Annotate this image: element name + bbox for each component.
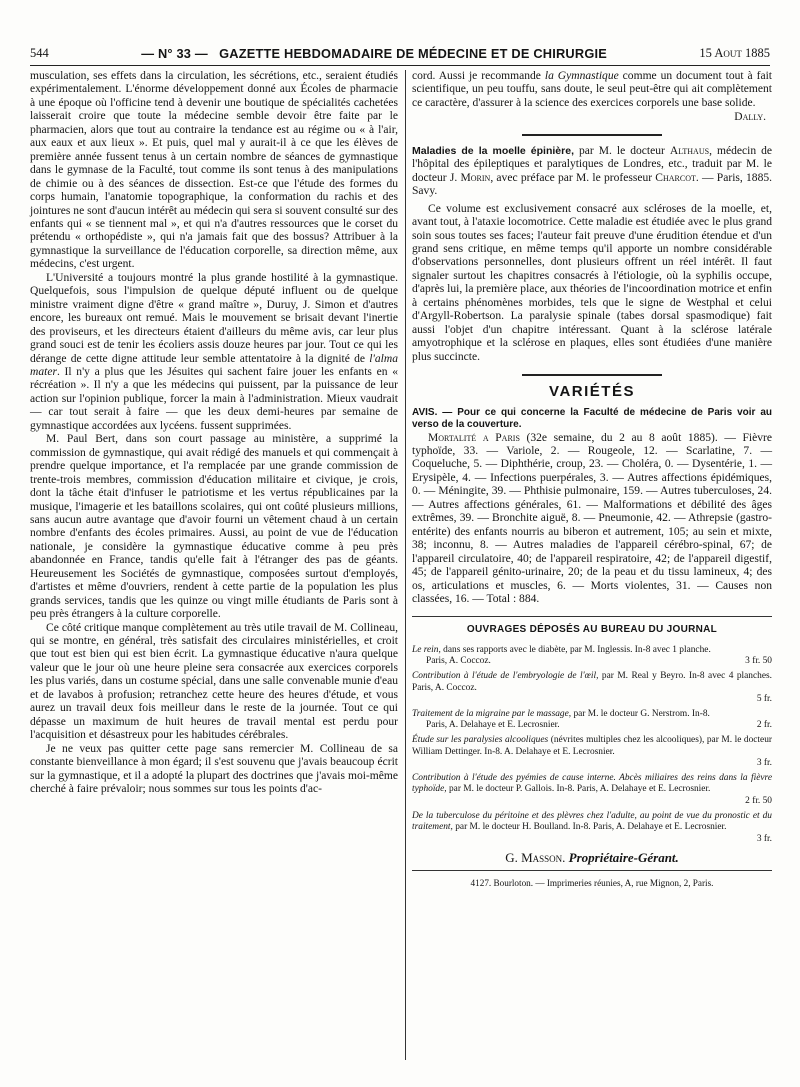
printer-imprint: 4127. Bourloton. — Imprimeries réunies, A, rue Mignon, 2, Paris. <box>470 877 714 888</box>
ouvrage-text: par M. le docteur P. Gallois. In-8. Paris, A. Delahaye et E. Lecrosnier. <box>446 784 711 795</box>
review-translator: Morin <box>460 171 491 184</box>
list-item <box>412 773 772 808</box>
ouvrage-text: par M. le docteur H. Boulland. In-8. Paris, A. Delahaye et E. Lecrosnier. <box>452 822 727 833</box>
ouvrage-price: 3 fr. <box>756 758 772 769</box>
ouvrage-title: Contribution à l'étude de l'embryologie de l'œil, <box>412 671 599 682</box>
avis-notice <box>412 407 772 432</box>
mortality-text: (32e semaine, du 2 au 8 août 1885). — Fièvre typhoïde, 33. — Variole, 2. — Rougeole, 12. — Scarlatine, 7. — Coqueluche, 5. — Diphthérie, croup, 23. — Choléra, 0. — Dysentérie, 1. — Erysipèle, 4. — Infections puerpérales, 3. — Autres affections épidémiques, 0. — Méningite, 39. — Phthisie pulmonaire, 159. — Autres tuberculoses, 24. — Autres affections générales, 61. — Malformations et débilité des âges extrêmes, 39. — Bronchite aiguë, 8. — Pneumonie, 42. — Athrepsie (gastro-entérite) des enfants nourris au biberon et autrement, 105; au sein et mixte, 38; inconnu, 8. — Autres maladies de l'appareil cérébro-spinal, 67; de l'appareil circulatoire, 40; de l'appareil respiratoire, 42; de l'appareil digestif, 45; de l'appareil génito-urinaire, 20; de la peau et du tissu lamineux, 4; des os, articulations et muscles, 6. — Morts violentes, 31. — Causes non classées, 16. — Total : 884. <box>412 431 772 605</box>
ouvrage-publisher: Paris, A. Coccoz. <box>426 656 491 667</box>
issue-number: — N° 33 — <box>141 45 208 61</box>
ouvrage-text: dans ses rapports avec le diabète, par M. Inglessis. In-8 avec 1 planche. <box>440 644 711 655</box>
separator-rule <box>522 134 662 136</box>
right-paragraph-1 <box>412 70 772 110</box>
running-header <box>30 44 770 62</box>
ouvrage-title: Le rein, <box>412 644 441 655</box>
ouvrage-text: par M. le docteur G. Nerstrom. In-8. <box>571 708 710 719</box>
avis-text: — Pour ce qui concerne la Faculté de médecine de Paris voir au verso de la couverture. <box>412 406 772 431</box>
right-p1-italic: la Gymnastique <box>544 70 619 82</box>
review-preface-author: Charcot <box>655 171 696 184</box>
page-number: 544 <box>30 45 49 60</box>
mortality-report <box>412 432 772 607</box>
ouvrage-title: Étude sur les paralysies alcooliques <box>412 735 549 746</box>
left-paragraph-4: Ce côté critique manque complètement au très utile travail de M. Collineau, qui se montre, en général, très satisfait des circulaires ministérielles, et croit que tout est bien qui est bien écrit. La gymnastique éducative n'aura quelque valeur que le jour où une heure pleine sera consacrée aux exercices corporels les plus variés, dans un costume spécial, dans une salle convenable munie d'eau et de lavabos à profusion; retranchez cette heure des heures d'étude, et vous aurez un travail deux fois meilleur dans le reste de la journée. Tout ce qui dépasse un maximum de huit heures de travail mental est perdu pour l'acquisition et désastreux pour les habitudes cérébrales. <box>30 621 398 742</box>
review-book-title: Maladies de la moelle épinière, <box>412 144 574 157</box>
right-column <box>412 70 772 890</box>
issue-date: 15 Aout 1885 <box>699 45 770 60</box>
ouvrage-price: 3 fr. <box>756 833 772 844</box>
ouvrage-title: De la tuberculose du péritoine et des plèvres chez l'adulte, au point de vue du pronostic et du traitement, <box>412 810 772 833</box>
review-body: Ce volume est exclusivement consacré aux scléroses de la moelle, et, avant tout, à l'ataxie locomotrice. Cette maladie est étudiée avec le plus grand soin sous toutes ses faces; l'auteur fait preuve d'une érudition étendue et d'un grand sens critique, en même temps qu'il apporte un nombre considérable d'observations personnelles, dont plusieurs offrent un réel intérêt. Il faut signaler surtout les chapitres consacrés à l'étiologie, où la syphilis occupe, d'après lui, la première place, aux théories de l'incoordination motrice et enfin à certains phénomènes morbides, tels que le signe de Westphal et celui d'Argyll-Robertson. La paralysie spinale (tabes dorsal spasmodique) fait aussi l'objet d'un chapitre intéressant. Quant à la sclérose latérale amyotrophique et la sclérose en plaques, elles sont étudiées d'une manière plus succincte. <box>412 202 772 363</box>
publisher-role: Propriétaire-Gérant. <box>568 850 679 866</box>
ouvrage-price: 2 fr. <box>756 720 772 731</box>
review-reference <box>412 145 772 199</box>
left-paragraph-2 <box>30 272 398 433</box>
publisher-name: G. Masson. <box>505 850 566 866</box>
ouvrage-text: par M. Real y Beyro. In-8 avec 4 planches. Paris, A. Coccoz. <box>412 671 772 693</box>
left-p2-text-b: . Il n'y a plus que les Jésuites qui sachent faire jouer les enfants en « récréation ». Il n'y a que les médecins qui puissent, par la puissance de leur action sur l'opinion publique, forcer la main à l'administration. Mieux vaudrait — car tout serait à faire — que les deux demi-heures par semaine de gymnastique accordées aux lycéens. fussent supprimées. <box>30 365 398 432</box>
separator-rule-3 <box>412 616 772 617</box>
left-p2-text-a: L'Université a toujours montré la plus grande hostilité à la gymnastique. Quelquefois, sous l'impulsion de quelque député influent ou de quelque ministre vraiment digne d'être « grand maître », Duruy, J. Simon et d'autres encore, les bureaux ont remué. Mais le mouvement se brisait devant l'inertie des proviseurs, et les directeurs étaient d'ailleurs du même avis, car leur plus grand souci est de tenir les écoliers assis douze heures par jour. Tout ce qui les dérange de cette digne attitude leur semble attentatoire à la dignité de <box>30 271 398 365</box>
ouvrage-price: 2 fr. 50 <box>745 795 772 806</box>
left-paragraph-3: M. Paul Bert, dans son court passage au ministère, a supprimé la commission de gymnastique, qui avait rédigé des manuels et qui commençait à prendre quelque importance, et l'a remplacée par une grande commission de trente-trois membres, commission d'éducation militaire et civique, je crois, dont la tâche était d'infuser le patriotisme et les vertus républicaines par la musique, l'imagerie et les bataillons scolaires, qui ont coûté plusieurs millions, sans aucun autre avantage que d'avoir fourni un vêtement chaud à un certain nombre d'enfants des écoles primaires. Aussi, au point de vue de l'éducation nationale, je considère la gymnastique éducative comme à peu près abandonnée en France, tandis qu'elle fait à l'étranger des pas de géants. Heureusement les Sociétés de gymnastique, composées surtout d'employés, d'artistes et même d'ouvriers, rendent à cette partie de la population les plus grands services, tandis que les quinze ou vingt mille étudiants de Paris sont à peu près étrangers à la culture corporelle. <box>30 433 398 621</box>
ouvrages-list <box>412 645 772 846</box>
list-item <box>412 709 772 732</box>
header-rule <box>30 65 770 66</box>
publisher-signature <box>412 851 772 864</box>
ouvrage-title: Contribution à l'étude des pyémies de cause interne. Abcès miliaires des reins dans la fièvre typhoïde, <box>412 772 772 795</box>
list-item <box>412 671 772 706</box>
signature: Dally. <box>734 111 766 124</box>
left-column <box>30 70 398 796</box>
ouvrage-title: Traitement de la migraine par le massage, <box>412 708 572 719</box>
review-ref-c: , avec préface par M. le professeur <box>490 171 656 184</box>
left-paragraph-5: Je ne veux pas quitter cette page sans remercier M. Collineau de sa constante bienveillance à mon égard; il s'est souvenu que j'avais beaucoup écrit sur la gymnastique, et il a adopté la plupart des doctrines que j'avais moi-même cherché à faire prévaloir; nous sommes sur tous les points d'ac- <box>30 742 398 796</box>
right-p1-text-a: cord. Aussi je recommande <box>412 70 545 82</box>
avis-label: AVIS. <box>412 406 438 418</box>
column-divider <box>405 70 406 1060</box>
ouvrages-title: OUVRAGES DÉPOSÉS AU BUREAU DU JOURNAL <box>466 624 718 636</box>
journal-title <box>141 46 607 61</box>
left-p2-italic: l'alma mater <box>30 352 398 378</box>
list-item <box>412 735 772 770</box>
journal-name: GAZETTE HEBDOMADAIRE DE MÉDECINE ET DE CHIRURGIE <box>219 45 607 61</box>
ouvrage-text: (névrites multiples chez les alcooliques), par M. le docteur William Dettinger. In-8. A. Delahaye et E. Lecrosnier. <box>412 735 773 757</box>
right-p1-text-b: comme un document tout à fait scientifique, un peu touffu, sans doute, le seul peut-être qui ait complètement ce caractère, d'assurer à la science des exercices corporels une base solide. <box>412 70 772 109</box>
review-ref-b: , médecin de l'hôpital des épileptiques et paralytiques de Londres, etc., traduit par M. le docteur J. <box>412 144 772 184</box>
review-ref-d: . — Paris, 1885. Savy. <box>412 171 772 198</box>
ouvrage-publisher: Paris, A. Delahaye et E. Lecrosnier. <box>426 720 560 731</box>
section-title-varietes: VARIÉTÉS <box>549 383 635 401</box>
separator-rule-4 <box>412 870 772 871</box>
review-author: Althaus <box>669 144 710 157</box>
list-item <box>412 811 772 846</box>
ouvrage-price: 5 fr. <box>756 694 772 705</box>
ouvrage-price: 3 fr. 50 <box>745 656 772 667</box>
separator-rule-2 <box>522 374 662 376</box>
left-paragraph-1: musculation, ses effets dans la circulation, les sécrétions, etc., seraient étudiés expérimentalement. L'énorme développement donné aux Écoles de pharmacie à une époque où l'officine tend à devenir une boutique de spécialités cachetées laisserait croire que toute la médecine semble devoir être faite par le pharmacien, alors que tout au contraire la tendance est au régime ou « à l'air, aux eaux et aux lieux ». Et puis, quel mal y aurait-il à ce que les élèves de première année fussent tenus à un certain nombre de séances de gymnastique dans le gymnase de la Faculté, tout comme ils sont tenus à des manipulations de chimie ou à des séances de dissection. Est-ce que l'étude des formes du corps humain, l'anatomie topographique, la conformation du rachis et des jointures ne sont d'aucun intérêt au médecin qui sera si souvent consulté sur des enfants qui « se tiennent mal », et qui n'a d'autres ressources que le corset du prétendu « orthopédiste », qui n'a jamais fait que des bossus? Attribuer à la gymnastique la surveillance de l'éducation corporelle, sa direction même, aux médecins, c'est urgent. <box>30 70 398 271</box>
list-item <box>412 645 772 668</box>
review-ref-a: par M. le docteur <box>573 144 670 157</box>
mortality-label: Mortalité a Paris <box>428 431 520 444</box>
